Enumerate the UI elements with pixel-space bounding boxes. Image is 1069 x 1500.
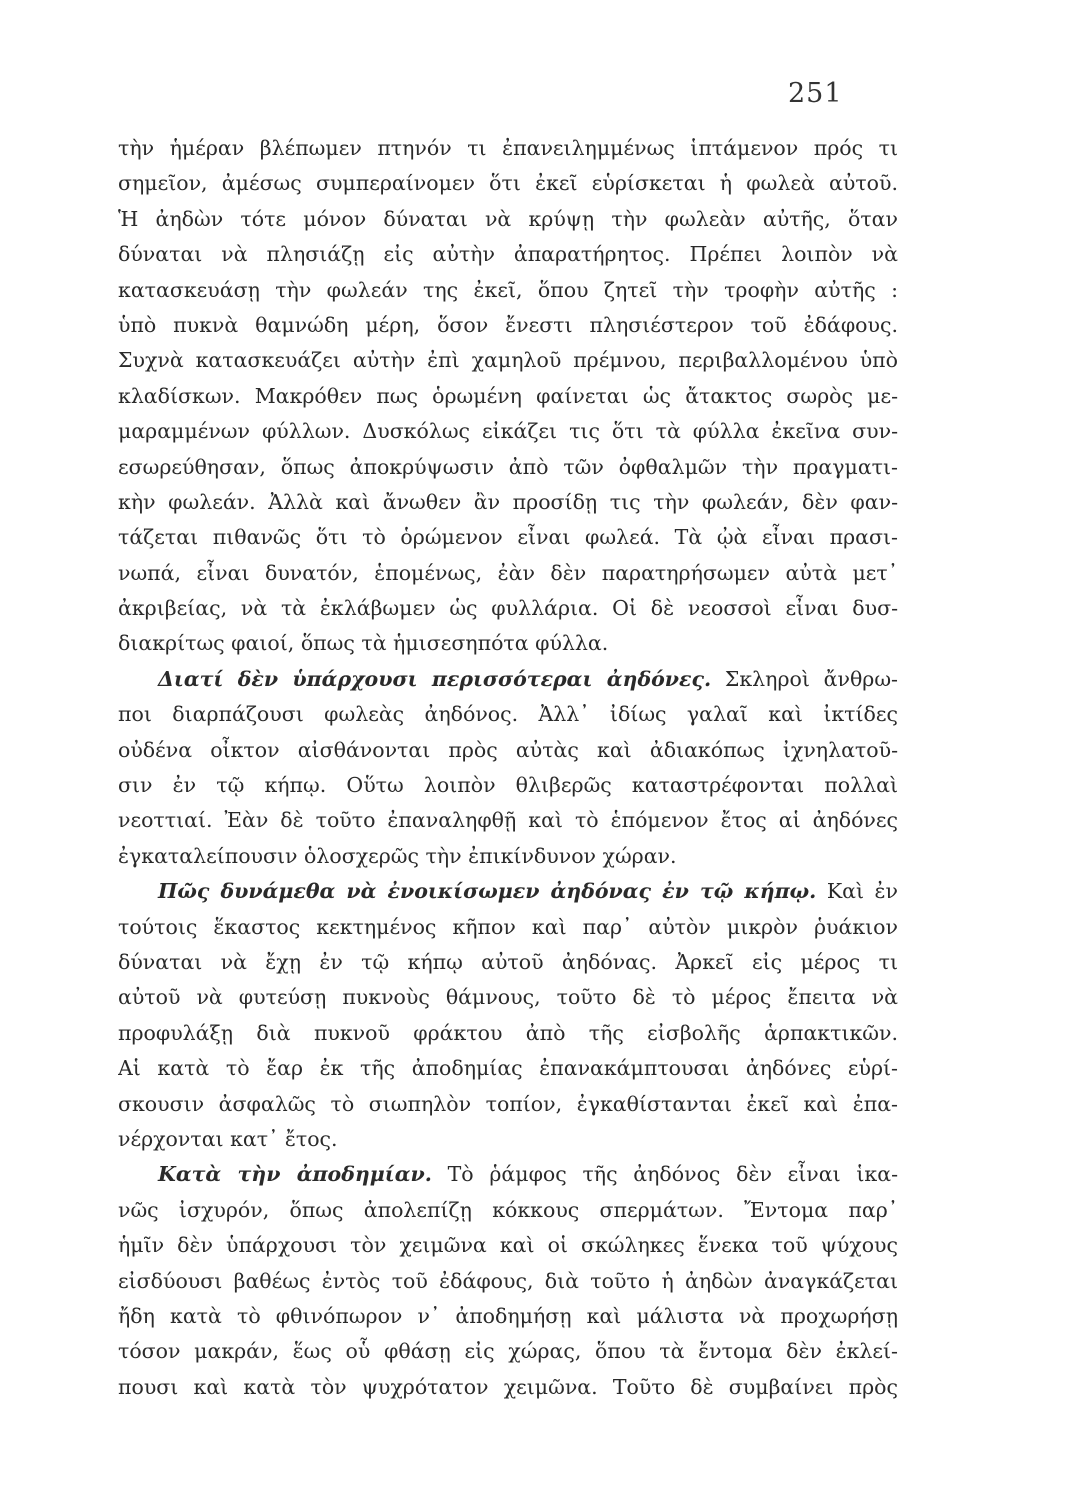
- text-line: οὐδένα οἶκτον αἰσθάνονται πρὸς αὐτὰς καὶ ἀδιακόπως ἰχνηλατοῦ-: [118, 737, 898, 762]
- text-line: Αἱ κατὰ τὸ ἔαρ ἐκ τῆς ἀποδημίας ἐπανακάμπτουσαι ἀηδόνες εὑρί-: [118, 1056, 898, 1081]
- text-line: Ἡ ἀηδὼν τότε μόνον δύναται νὰ κρύψῃ τὴν φωλεὰν αὐτῆς, ὅταν: [118, 206, 898, 231]
- text-line: σκουσιν ἀσφαλῶς τὸ σιωπηλὸν τοπίον, ἐγκαθίστανται ἐκεῖ καὶ ἐπα-: [118, 1091, 898, 1116]
- section-heading: Διατί δὲν ὑπάρχουσι περισσότεραι ἀηδόνες.: [158, 666, 712, 691]
- text-line: μαραμμένων φύλλων. Δυσκόλως εἰκάζει τις ὅτι τὰ φύλλα ἐκεῖνα συν-: [118, 419, 898, 444]
- text-line: νωπά, εἶναι δυνατόν, ἑπομένως, ἐὰν δὲν παρατηρήσωμεν αὐτὰ μετ᾽: [118, 560, 898, 585]
- text-line: τόσον μακράν, ἕως οὗ φθάσῃ εἰς χώρας, ὅπου τὰ ἔντομα δὲν ἐκλεί-: [118, 1339, 898, 1364]
- text-line: εἰσδύουσι βαθέως ἐντὸς τοῦ ἐδάφους, διὰ τοῦτο ἡ ἀηδὼν ἀναγκάζεται: [118, 1268, 898, 1293]
- page-number: 251: [788, 78, 843, 109]
- text-line: σιν ἐν τῷ κήπῳ. Οὕτω λοιπὸν θλιβερῶς καταστρέφονται πολλαὶ: [118, 773, 898, 798]
- heading-line: [118, 1157, 898, 1192]
- text-line: ἡμῖν δὲν ὑπάρχουσι τὸν χειμῶνα καὶ οἱ σκώληκες ἕνεκα τοῦ ψύχους: [118, 1233, 898, 1258]
- paragraph: [118, 1157, 898, 1405]
- text-line: αὐτοῦ νὰ φυτεύσῃ πυκνοὺς θάμνους, τοῦτο δὲ τὸ μέρος ἔπειτα νὰ: [118, 985, 898, 1010]
- section-heading: Πῶς δυνάμεθα νὰ ἐνοικίσωμεν ἀηδόνας ἐν τῷ κήπῳ.: [158, 879, 817, 904]
- page-body: [118, 131, 898, 1405]
- heading-line: [118, 874, 898, 909]
- text-line: ἤδη κατὰ τὸ φθινόπωρον ν᾽ ἀποδημήσῃ καὶ μάλιστα νὰ προχωρήσῃ: [118, 1303, 898, 1328]
- text-line: κατασκευάσῃ τὴν φωλεάν της ἐκεῖ, ὅπου ζητεῖ τὴν τροφὴν αὐτῆς :: [118, 277, 898, 302]
- paragraph: [118, 131, 898, 662]
- text-line: ἀκριβείας, νὰ τὰ ἐκλάβωμεν ὡς φυλλάρια. Οἱ δὲ νεοσσοὶ εἶναι δυσ-: [118, 596, 898, 621]
- text-line: τάζεται πιθανῶς ὅτι τὸ ὁρώμενον εἶναι φωλεά. Τὰ ᾠὰ εἶναι πρασι-: [118, 525, 898, 550]
- heading-line: [118, 662, 898, 697]
- text-line: δύναται νὰ πλησιάζῃ εἰς αὐτὴν ἀπαρατήρητος. Πρέπει λοιπὸν νὰ: [118, 242, 898, 267]
- text-line: τούτοις ἕκαστος κεκτημένος κῆπον καὶ παρ᾽ αὐτὸν μικρὸν ῥυάκιον: [118, 914, 898, 939]
- text-line: ὑπὸ πυκνὰ θαμνώδη μέρη, ὅσον ἔνεστι πλησιέστερον τοῦ ἐδάφους.: [118, 312, 898, 337]
- text-line: σημεῖον, ἀμέσως συμπεραίνομεν ὅτι ἐκεῖ εὑρίσκεται ἡ φωλεὰ αὐτοῦ.: [118, 171, 898, 196]
- text-line: κλαδίσκων. Μακρόθεν πως ὁρωμένη φαίνεται ὡς ἄτακτος σωρὸς με-: [118, 383, 898, 408]
- paragraph: [118, 874, 898, 1157]
- section-heading: Κατὰ τὴν ἀποδημίαν.: [158, 1162, 432, 1187]
- paragraph: [118, 662, 898, 874]
- text-line: ποι διαρπάζουσι φωλεὰς ἀηδόνος. Ἀλλ᾽ ἰδίως γαλαῖ καὶ ἰκτίδες: [118, 702, 898, 727]
- text-line: Συχνὰ κατασκευάζει αὐτὴν ἐπὶ χαμηλοῦ πρέμνου, περιβαλλομένου ὑπὸ: [118, 348, 898, 373]
- text-line: κὴν φωλεάν. Ἀλλὰ καὶ ἄνωθεν ἂν προσίδῃ τις τὴν φωλεάν, δὲν φαν-: [118, 489, 898, 514]
- heading-line-text: Καὶ ἐν: [826, 879, 898, 904]
- text-line: διακρίτως φαιοί, ὅπως τὰ ἡμισεσηπότα φύλλα.: [118, 631, 609, 656]
- text-line: προφυλάξῃ διὰ πυκνοῦ φράκτου ἀπὸ τῆς εἰσβολῆς ἁρπακτικῶν.: [118, 1020, 898, 1045]
- text-line: νῶς ἰσχυρόν, ὅπως ἀπολεπίζῃ κόκκους σπερμάτων. Ἔντομα παρ᾽: [118, 1197, 898, 1222]
- text-line: ἐγκαταλείπουσιν ὁλοσχερῶς τὴν ἐπικίνδυνον χώραν.: [118, 843, 677, 868]
- heading-line-text: Σκληροὶ ἄνθρω-: [724, 666, 898, 691]
- text-line: νεοττιαί. Ἐὰν δὲ τοῦτο ἐπαναληφθῇ καὶ τὸ ἑπόμενον ἔτος αἱ ἀηδόνες: [118, 808, 898, 833]
- text-line: δύναται νὰ ἔχῃ ἐν τῷ κήπῳ αὐτοῦ ἀηδόνας. Ἀρκεῖ εἰς μέρος τι: [118, 949, 898, 974]
- text-line: τὴν ἡμέραν βλέπωμεν πτηνόν τι ἐπανειλημμένως ἱπτάμενον πρός τι: [118, 136, 898, 160]
- heading-line-text: Τὸ ῥάμφος τῆς ἀηδόνος δὲν εἶναι ἱκα-: [447, 1162, 898, 1187]
- text-line: νέρχονται κατ᾽ ἔτος.: [118, 1126, 338, 1151]
- text-line: πουσι καὶ κατὰ τὸν ψυχρότατον χειμῶνα. Τοῦτο δὲ συμβαίνει πρὸς: [118, 1374, 898, 1399]
- text-line: εσωρεύθησαν, ὅπως ἀποκρύψωσιν ἀπὸ τῶν ὀφθαλμῶν τὴν πραγματι-: [118, 454, 898, 479]
